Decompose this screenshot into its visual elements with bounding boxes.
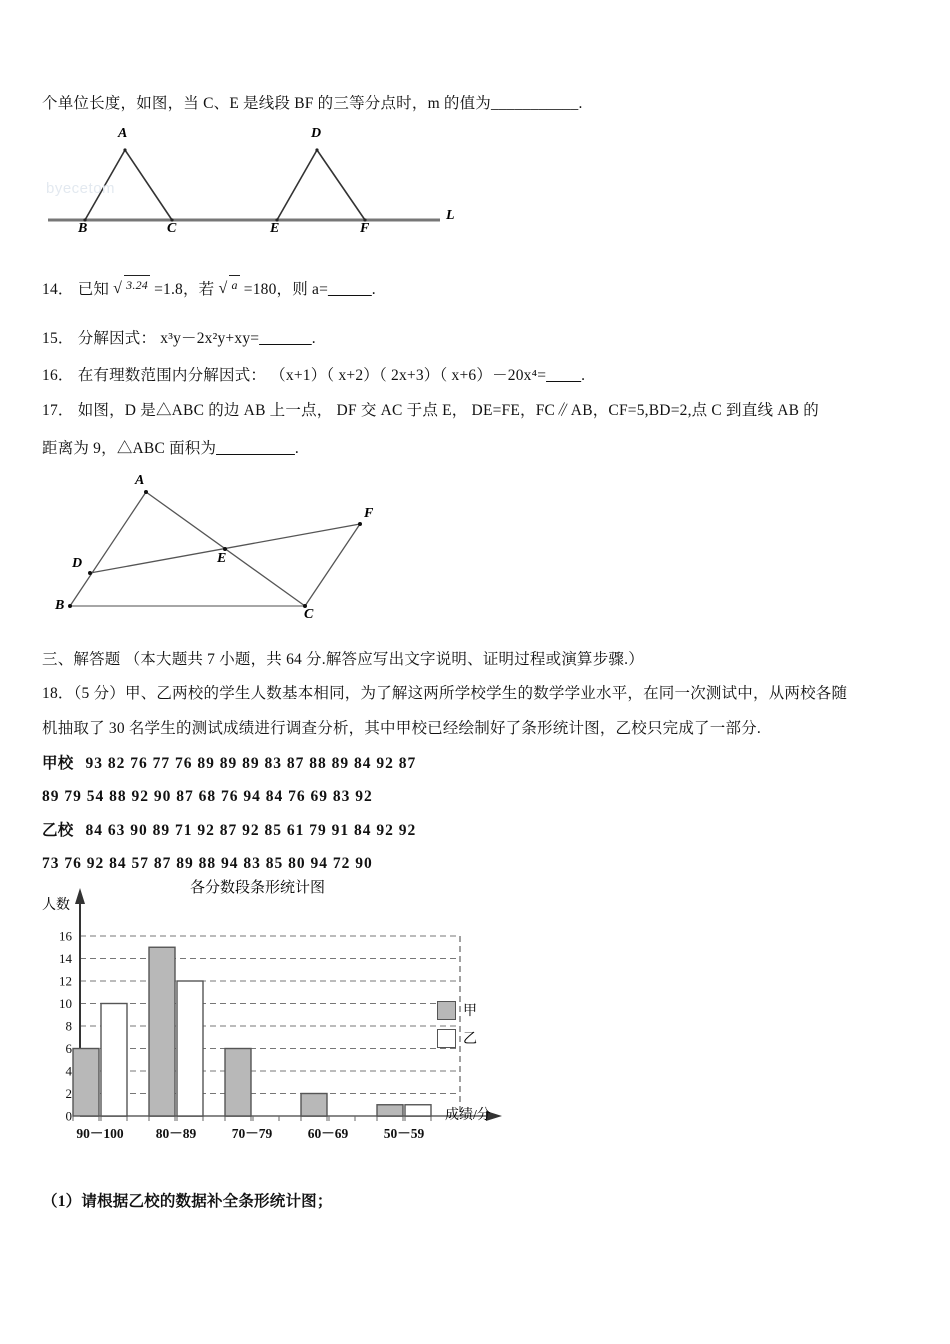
- figure-17-label-B: B: [55, 598, 65, 613]
- chart-y-tick-16: 16: [59, 928, 72, 944]
- figure-13-label-F: F: [360, 221, 370, 236]
- bar-甲-80－89: [149, 947, 175, 1116]
- chart-x-tick-60－69: 60－69: [307, 1126, 349, 1141]
- legend-label-yi: 乙: [463, 1032, 477, 1047]
- question-16-expression: （x+1）（ x+2）（ 2x+3）（ x+6）－20x⁴=: [270, 367, 547, 384]
- legend-label-jia: 甲: [463, 1004, 477, 1019]
- question-14-answer-blank[interactable]: _____: [328, 281, 372, 298]
- question-14-lead: 已知: [77, 281, 110, 298]
- question-15: [42, 327, 316, 351]
- chart-y-tick-0: 0: [65, 1108, 72, 1124]
- chart-title: 各分数段条形统计图: [190, 880, 326, 896]
- question-14-radicand-2: a: [229, 275, 239, 295]
- yi-scores-row-1: 84 63 90 89 71 92 87 92 85 61 79 91 84 92 92: [85, 822, 417, 839]
- chart-y-tick-12: 12: [59, 973, 72, 989]
- yi-scores-row-2: 73 76 92 84 57 87 89 88 94 83 85 80 94 72 90: [42, 855, 373, 872]
- question-16-number: 16．: [42, 367, 74, 384]
- chart-y-tick-6: 6: [65, 1041, 72, 1056]
- question-14-mid-2: =180，则 a=: [243, 281, 329, 298]
- question-17-period: .: [294, 440, 299, 457]
- figure-13-label-L: L: [446, 208, 455, 223]
- question-18-marks: （5 分）: [73, 685, 125, 702]
- question-14: [42, 278, 376, 302]
- question-18-text-line-1: 甲、乙两校的学生人数基本相同，为了解这两所学校学生的数学学业水平，在同一次测试中，从两校各随: [125, 685, 848, 702]
- figure-13-two-triangles: [40, 128, 460, 243]
- figure-13-label-A: A: [118, 126, 128, 141]
- question-17-text-line-2: 距离为 9，△ABC 面积为: [42, 440, 217, 457]
- chart-y-tick-10: 10: [59, 996, 72, 1011]
- question-14-number: 14．: [42, 281, 74, 298]
- question-14-radicand-1: 3.24: [124, 275, 150, 295]
- figure-13-label-B: B: [78, 221, 88, 236]
- chart-y-tick-2: 2: [65, 1086, 72, 1101]
- radical-sign-icon: √: [113, 280, 123, 297]
- question-17-text-line-1: 如图，D 是△ABC 的边 AB 上一点， DF 交 AC 于点 E， DE=FE，FC∥AB，CF=5,BD=2,点 C 到直线 AB 的: [77, 402, 819, 419]
- legend-swatch-yi-icon: [437, 1029, 456, 1048]
- section-3-title: 三、解答题: [42, 651, 121, 668]
- question-15-number: 15．: [42, 330, 74, 347]
- question-18-jia-row-1: [42, 752, 416, 776]
- chart-y-axis-label: 人数: [42, 898, 70, 913]
- figure-13-watermark: byecetom: [46, 180, 116, 197]
- radical-sign-icon: √: [218, 280, 228, 297]
- figure-17-label-C: C: [304, 607, 314, 622]
- bar-甲-70－79: [225, 1049, 251, 1117]
- section-3-description: （本大题共 7 小题，共 64 分.解答应写出文字说明、证明过程或演算步骤.）: [124, 651, 644, 668]
- question-17-number: 17．: [42, 402, 74, 419]
- legend-item-jia: [437, 1000, 477, 1020]
- question-18-line-1: [42, 682, 847, 706]
- question-15-prompt: 分解因式：: [77, 330, 157, 347]
- legend-swatch-jia-icon: [437, 1001, 456, 1020]
- y-axis-arrow-icon: [75, 888, 85, 904]
- chart-y-tick-14: 14: [59, 951, 72, 966]
- bar-乙-50－59: [405, 1105, 431, 1116]
- figure-17-label-A: A: [135, 473, 145, 488]
- question-13-tail-text: 个单位长度，如图，当 C、E 是线段 BF 的三等分点时，m 的值为___________.: [42, 95, 583, 112]
- question-15-answer-blank[interactable]: ______: [259, 330, 312, 347]
- yi-school-label: 乙校: [42, 822, 74, 839]
- chart-x-tick-90－100: 90－100: [76, 1126, 124, 1141]
- question-16-prompt: 在有理数范围内分解因式：: [77, 367, 267, 384]
- question-18-number: 18．: [42, 685, 74, 702]
- bar-甲-90－100: [73, 1049, 99, 1117]
- question-15-period: .: [311, 330, 316, 347]
- section-3-header: [42, 648, 644, 672]
- question-17-answer-blank[interactable]: _________: [216, 440, 295, 457]
- chart-x-tick-80－89: 80－89: [155, 1126, 197, 1141]
- figure-13-label-E: E: [270, 221, 280, 236]
- question-16: [42, 364, 585, 388]
- jia-school-label: 甲校: [42, 755, 74, 772]
- bar-甲-50－59: [377, 1105, 403, 1116]
- chart-legend: [437, 1000, 477, 1056]
- question-16-period: .: [581, 367, 586, 384]
- sqrt-a: [218, 278, 239, 302]
- figure-17-label-E: E: [217, 551, 227, 566]
- chart-x-axis-label: 成绩/分: [445, 1108, 491, 1123]
- question-17-line-1: [42, 399, 819, 423]
- question-18-yi-row-1: [42, 819, 416, 843]
- legend-item-yi: [437, 1028, 477, 1048]
- figure-13-label-C: C: [167, 221, 177, 236]
- question-14-mid-1: =1.8，若: [154, 281, 215, 298]
- chart-x-tick-50－59: 50－59: [383, 1126, 425, 1141]
- jia-scores-row-1: 93 82 76 77 76 89 89 89 83 87 88 89 84 92 87: [85, 755, 417, 772]
- question-18-subquestion-1: （1）请根据乙校的数据补全条形统计图；: [42, 1193, 333, 1210]
- bar-乙-80－89: [177, 981, 203, 1116]
- question-17-line-2: [42, 437, 299, 461]
- chart-y-tick-4: 4: [65, 1063, 72, 1079]
- figure-17-label-F: F: [364, 506, 374, 521]
- sqrt-3-24: [113, 278, 150, 302]
- bar-甲-60－69: [301, 1094, 327, 1117]
- question-18-text-line-2: 机抽取了 30 名学生的测试成绩进行调查分析，其中甲校已经绘制好了条形统计图，乙校只完成了一部分.: [42, 720, 761, 737]
- question-15-expression: x³y－2x²y+xy=: [160, 330, 260, 347]
- question-14-period: .: [371, 281, 376, 298]
- chart-x-tick-70－79: 70－79: [231, 1126, 273, 1141]
- figure-17-triangle-abc: [42, 468, 442, 633]
- figure-17-label-D: D: [72, 556, 83, 571]
- bar-乙-90－100: [101, 1004, 127, 1117]
- question-16-answer-blank[interactable]: ____: [546, 367, 582, 384]
- chart-y-tick-8: 8: [65, 1018, 72, 1034]
- jia-scores-row-2: 89 79 54 88 92 90 87 68 76 94 84 76 69 83 92: [42, 788, 373, 805]
- figure-13-label-D: D: [311, 126, 322, 141]
